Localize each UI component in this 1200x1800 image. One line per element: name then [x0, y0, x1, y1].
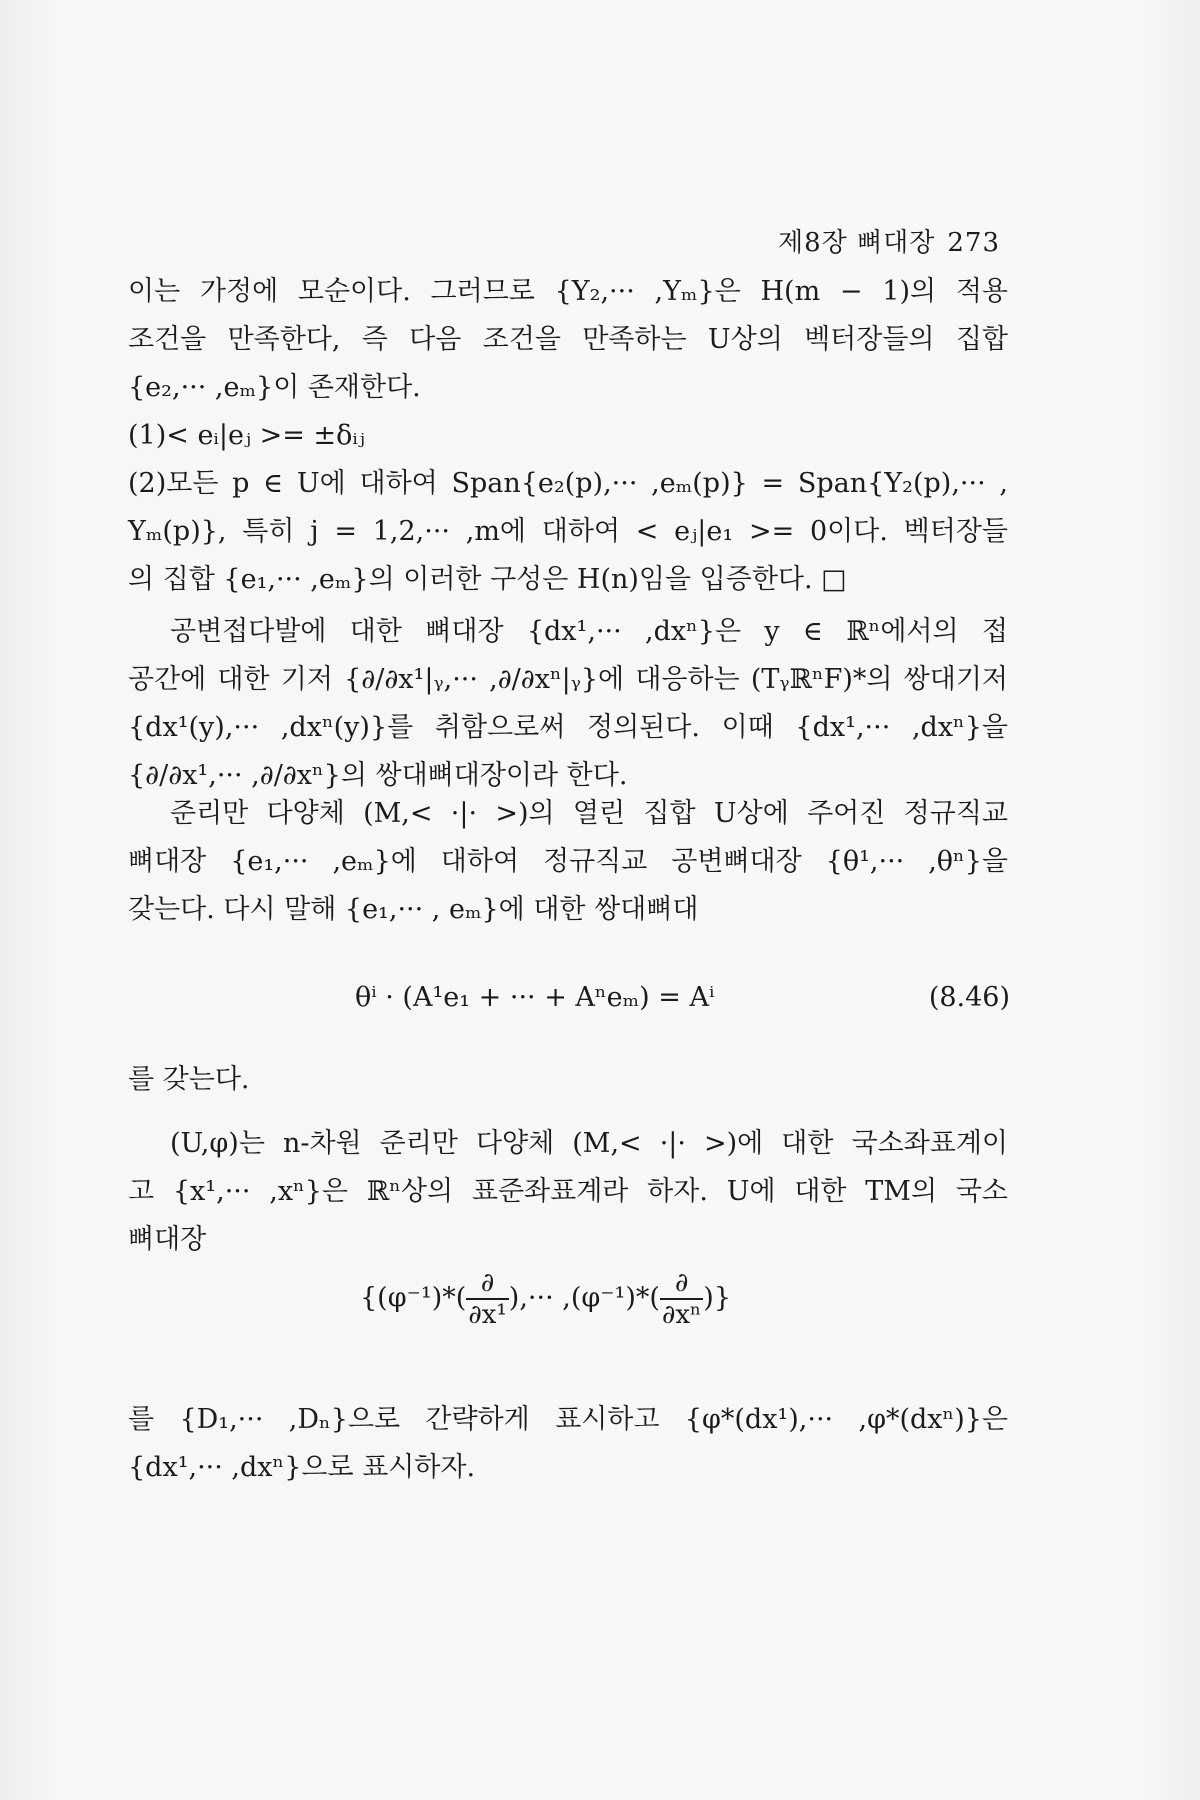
text-line: {dx¹(y),··· ,dxⁿ(y)}를 취함으로써 정의된다. 이때 {dx¹,··· ,dxⁿ}을: [128, 712, 1008, 743]
text-line: {dx¹,··· ,dxⁿ}으로 표시하자.: [128, 1452, 476, 1483]
paragraph-local-coordinates: [128, 1120, 1008, 1264]
fraction: [660, 1268, 703, 1330]
fraction-denominator: ∂x¹: [468, 1300, 507, 1330]
text-line: 뼈대장 {e₁,··· ,eₘ}에 대하여 정규직교 공변뼈대장 {θ¹,··· ,θⁿ}을: [128, 846, 1008, 877]
page-number: 273: [947, 228, 1000, 258]
paragraph-orthonormal-frame: [128, 790, 1008, 934]
eq-right: )}: [703, 1282, 731, 1314]
text-line: (1)< eᵢ|eⱼ >= ±δᵢⱼ: [128, 420, 365, 451]
text-line: {e₂,··· ,eₘ}이 존재한다.: [128, 372, 421, 403]
text-line: 갖는다. 다시 말해 {e₁,··· , eₘ}에 대한 쌍대뼈대: [128, 894, 699, 925]
paragraph-dual-frame: [128, 608, 1008, 800]
eq-left: {(φ⁻¹)*(: [360, 1282, 467, 1314]
text-line: (2)모든 p ∈ U에 대하여 Span{e₂(p),··· ,eₘ(p)} = Span{Y₂(p),··· ,: [128, 468, 1008, 499]
paragraph-proof-end: [128, 268, 1008, 604]
paragraph-notation: [128, 1396, 1008, 1492]
fraction: [466, 1268, 509, 1330]
text-line: 공간에 대한 기저 {∂/∂x¹|ᵧ,··· ,∂/∂xⁿ|ᵧ}에 대응하는 (TᵧℝⁿF)*의 쌍대기저: [128, 664, 1008, 695]
text-line: 를 갖는다.: [128, 1064, 250, 1095]
fraction-denominator: ∂xⁿ: [661, 1300, 702, 1330]
text-line: 뼈대장: [128, 1224, 207, 1255]
paragraph-has: [128, 1056, 1008, 1104]
text-line: 의 집합 {e₁,··· ,eₘ}의 이러한 구성은 H(n)임을 입증한다. □: [128, 564, 847, 595]
equation-local-frame: [360, 1268, 731, 1330]
text-line: 를 {D₁,··· ,Dₙ}으로 간략하게 표시하고 {φ*(dx¹),··· ,φ*(dxⁿ)}은: [128, 1404, 1008, 1435]
text-line: (U,φ)는 n-차원 준리만 다양체 (M,< ·|· >)에 대한 국소좌표계이: [170, 1128, 1008, 1159]
text-line: {∂/∂x¹,··· ,∂/∂xⁿ}의 쌍대뼈대장이라 한다.: [128, 760, 628, 791]
text-line: Yₘ(p)}, 특히 j = 1,2,··· ,m에 대하여 < eⱼ|e₁ >= 0이다. 벡터장들: [128, 516, 1008, 547]
equation-8-46: θⁱ · (A¹e₁ + ··· + Aⁿeₘ) = Aⁱ: [355, 982, 715, 1013]
text-line: 이는 가정에 모순이다. 그러므로 {Y₂,··· ,Yₘ}은 H(m − 1)의 적용: [128, 276, 1008, 307]
fraction-numerator: ∂: [466, 1268, 509, 1300]
text-line: 준리만 다양체 (M,< ·|· >)의 열린 집합 U상에 주어진 정규직교: [170, 798, 1008, 829]
eq-middle: ),··· ,(φ⁻¹)*(: [508, 1282, 660, 1314]
equation-number: (8.46): [928, 982, 1010, 1013]
text-line: 공변접다발에 대한 뼈대장 {dx¹,··· ,dxⁿ}은 y ∈ ℝⁿ에서의 접: [170, 616, 1008, 647]
text-line: 고 {x¹,··· ,xⁿ}은 ℝⁿ상의 표준좌표계라 하자. U에 대한 TM의 국소: [128, 1176, 1008, 1207]
running-header: [778, 222, 1000, 259]
chapter-title: 제8장 뼈대장: [777, 228, 936, 258]
fraction-numerator: ∂: [660, 1268, 703, 1300]
text-line: 조건을 만족한다, 즉 다음 조건을 만족하는 U상의 벡터장들의 집합: [128, 324, 1008, 355]
